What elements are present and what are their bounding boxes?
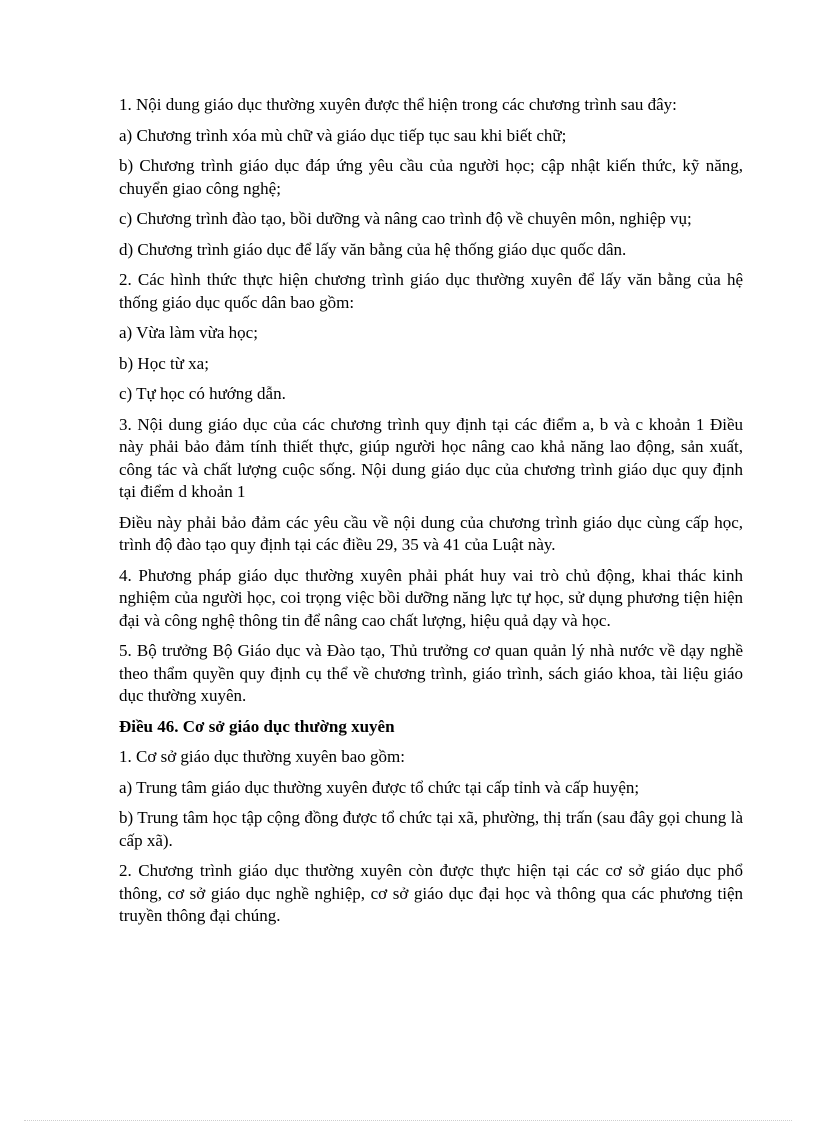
paragraph-1a: a) Chương trình xóa mù chữ và giáo dục tiếp tục sau khi biết chữ;: [119, 125, 567, 145]
article-46-paragraph-1a: a) Trung tâm giáo dục thường xuyên được tổ chức tại cấp tỉnh và cấp huyện;: [119, 777, 640, 797]
page-bottom-divider: [24, 1120, 792, 1121]
article-46-paragraph-1b: b) Trung tâm học tập cộng đồng được tổ chức tại xã, phường, thị trấn (sau đây gọi chung là cấp xã).: [119, 808, 743, 850]
paragraph-1d: d) Chương trình giáo dục để lấy văn bằng của hệ thống giáo dục quốc dân.: [119, 239, 627, 259]
document-page: [119, 94, 743, 936]
paragraph-1c: c) Chương trình đào tạo, bồi dưỡng và nâng cao trình độ về chuyên môn, nghiệp vụ;: [119, 209, 692, 228]
article-46-paragraph-2: 2. Chương trình giáo dục thường xuyên còn được thực hiện tại các cơ sở giáo dục phổ thông, cơ sở giáo dục nghề nghiệp, cơ sở giáo dục đại học và thông qua các phương tiện truyền thông đại chúng.: [119, 861, 743, 925]
paragraph-2c: c) Tự học có hướng dẫn.: [119, 384, 286, 403]
paragraph-3-continued: Điều này phải bảo đảm các yêu cầu về nội dung của chương trình giáo dục cùng cấp học, trình độ đào tạo quy định tại các điều 29, 35 và 41 của Luật này.: [119, 512, 743, 554]
paragraph-2b: b) Học từ xa;: [119, 353, 209, 373]
paragraph-2a: a) Vừa làm vừa học;: [119, 323, 258, 342]
paragraph-1b: b) Chương trình giáo dục đáp ứng yêu cầu của người học; cập nhật kiến thức, kỹ năng, chuyển giao công nghệ;: [119, 156, 743, 198]
paragraph-2: 2. Các hình thức thực hiện chương trình giáo dục thường xuyên để lấy văn bằng của hệ thống giáo dục quốc dân bao gồm:: [119, 270, 743, 312]
paragraph-1: 1. Nội dung giáo dục thường xuyên được thể hiện trong các chương trình sau đây:: [119, 95, 677, 114]
paragraph-3: 3. Nội dung giáo dục của các chương trình quy định tại các điểm a, b và c khoản 1 Điều này phải bảo đảm tính thiết thực, giúp người học nâng cao khả năng lao động, sản xuất, công tác và chất lượng cuộc sống. Nội dung giáo dục của chương trình giáo dục quy định tại điểm d khoản 1: [119, 414, 743, 501]
paragraph-5: 5. Bộ trưởng Bộ Giáo dục và Đào tạo, Thủ trưởng cơ quan quản lý nhà nước về dạy nghề theo thẩm quyền quy định cụ thể về chương trình, giáo trình, sách giáo khoa, tài liệu giáo dục thường xuyên.: [119, 641, 743, 705]
article-46-paragraph-1: 1. Cơ sở giáo dục thường xuyên bao gồm:: [119, 747, 405, 766]
article-46-heading: Điều 46. Cơ sở giáo dục thường xuyên: [119, 716, 395, 736]
paragraph-4: 4. Phương pháp giáo dục thường xuyên phải phát huy vai trò chủ động, khai thác kinh nghiệm của người học, coi trọng việc bồi dưỡng năng lực tự học, sử dụng phương tiện hiện đại và công nghệ thông tin để nâng cao chất lượng, hiệu quả dạy và học.: [119, 565, 743, 630]
